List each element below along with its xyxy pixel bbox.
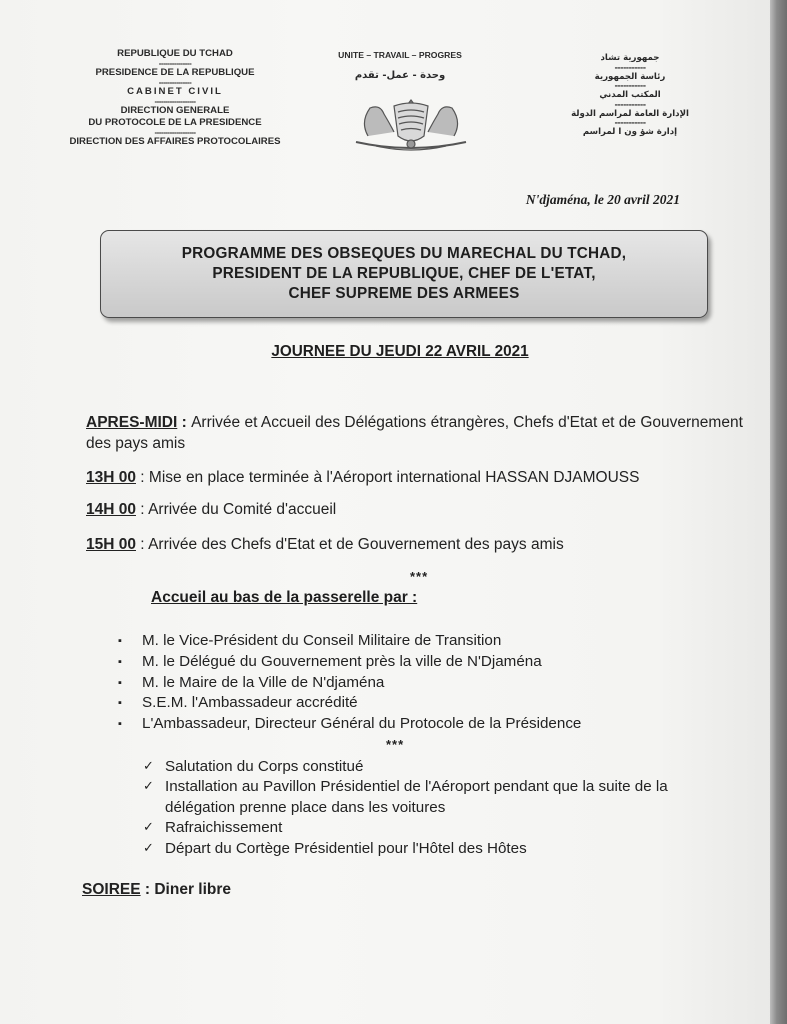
title-line-3: CHEF SUPREME DES ARMEES [288, 285, 520, 302]
list-item: ▪ S.E.M. l'Ambassadeur accrédité [118, 693, 581, 714]
evening-text: Diner libre [154, 881, 232, 898]
header-cabinet: CABINET CIVIL [127, 86, 223, 97]
header-direction-affaires: DIRECTION DES AFFAIRES PROTOCOLAIRES [69, 136, 281, 147]
header-republic: REPUBLIQUE DU TCHAD [117, 48, 233, 59]
afternoon-text: Arrivée et Accueil des Délégations étrangères, Chefs d'Etat et de Gouvernement des pays amis [86, 414, 743, 452]
title-box [100, 230, 708, 318]
header-divider: ----------- [614, 99, 646, 109]
place-and-date: N'djaména, le 20 avril 2021 [525, 192, 680, 207]
list-item: ✓ Départ du Cortège Présidentiel pour l'Hôtel des Hôtes [143, 839, 723, 859]
schedule-separator: : [135, 501, 149, 518]
motto-arabic: وحدة - عمل- تقدم [354, 70, 446, 81]
coat-of-arms-emblem [346, 96, 476, 154]
header-affaires-arabic: إدارة شؤ ون ا لمراسم [582, 127, 678, 137]
header-direction-arabic: الإدارة العامة لمراسم الدولة [571, 108, 689, 119]
schedule-time: 15H 00 [86, 536, 136, 553]
header-presidency: PRESIDENCE DE LA REPUBLIQUE [95, 67, 255, 78]
header-protocole: DU PROTOCOLE DE LA PRESIDENCE [88, 117, 262, 128]
header-center-block [330, 50, 470, 81]
evening-line [82, 881, 231, 899]
header-presidency-arabic: رئاسة الجمهورية [594, 71, 666, 82]
separator-stars: *** [410, 569, 429, 584]
title-line-1: PROGRAMME DES OBSEQUES DU MARECHAL DU TCHAD, [181, 245, 627, 262]
welcomers-list [118, 631, 581, 735]
list-item: ▪ M. le Délégué du Gouvernement près la ville de N'Djaména [118, 652, 581, 673]
header-republic-arabic: جمهورية تشاد [600, 53, 660, 63]
schedule-text: Arrivée du Comité d'accueil [148, 501, 337, 518]
schedule-time: 13H 00 [86, 469, 136, 486]
header-left-block [50, 48, 300, 148]
steps-checklist [143, 757, 723, 859]
afternoon-paragraph [86, 412, 746, 454]
list-item: ▪ M. le Vice-Président du Conseil Militaire de Transition [118, 631, 581, 652]
list-item: ✓ Rafraichissement [143, 818, 723, 838]
list-item: ▪ L'Ambassadeur, Directeur Général du Protocole de la Présidence [118, 714, 581, 735]
list-item: ✓ Installation au Pavillon Présidentiel de l'Aéroport pendant que la suite de la délégation prenne place dans les voitures [143, 777, 723, 818]
list-item: ▪ M. le Maire de la Ville de N'djaména [118, 673, 581, 694]
header-divider: ----------- [614, 118, 646, 127]
evening-label: SOIREE [82, 881, 141, 898]
header-divider: ----------- [614, 62, 646, 72]
motto-french: UNITE – TRAVAIL – PROGRES [338, 50, 462, 60]
evening-separator: : [140, 881, 155, 898]
schedule-item [86, 469, 746, 487]
welcome-heading: Accueil au bas de la passerelle par : [151, 589, 418, 606]
schedule-text: Arrivée des Chefs d'Etat et de Gouvernement des pays amis [148, 536, 564, 553]
schedule-separator: : [135, 536, 149, 553]
header-divider: ------------------- [154, 97, 196, 106]
day-heading: JOURNEE DU JEUDI 22 AVRIL 2021 [271, 343, 529, 360]
scan-edge-shadow [770, 0, 787, 1024]
schedule-text: Mise en place terminée à l'Aéroport international HASSAN DJAMOUSS [148, 469, 640, 486]
title-line-2: PRESIDENT DE LA REPUBLIQUE, CHEF DE L'ETAT, [212, 265, 596, 282]
header-divider: ----------- [614, 81, 646, 90]
afternoon-separator: : [177, 414, 192, 431]
list-item: ✓ Salutation du Corps constitué [143, 757, 723, 777]
header-divider: --------------- [158, 59, 192, 68]
schedule-item [86, 536, 746, 554]
header-divider: ------------------- [154, 128, 196, 137]
header-cabinet-arabic: المكتب المدني [599, 90, 661, 100]
afternoon-label: APRES-MIDI [86, 414, 178, 431]
header-direction-generale: DIRECTION GENERALE [120, 105, 230, 116]
header-right-block [570, 52, 690, 139]
separator-stars: *** [386, 737, 405, 752]
schedule-separator: : [135, 469, 149, 486]
schedule-item [86, 501, 746, 519]
header-divider: --------------- [158, 78, 192, 87]
schedule-time: 14H 00 [86, 501, 136, 518]
